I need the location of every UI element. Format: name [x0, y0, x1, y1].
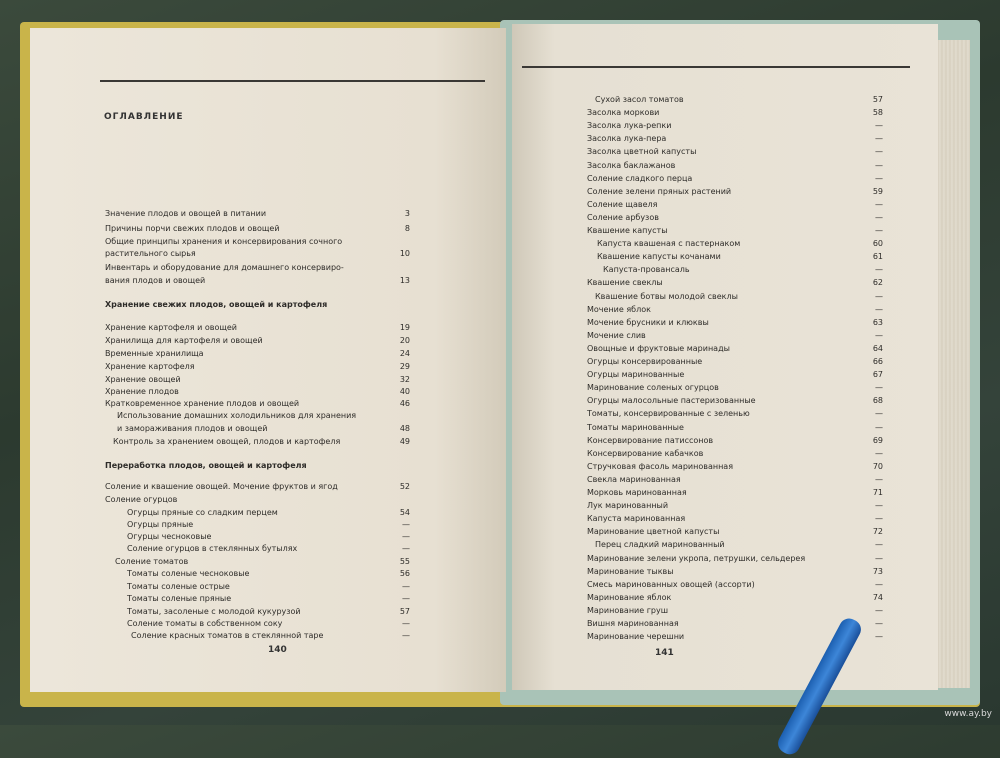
toc-entry-text: Соление красных томатов в стеклянной таре — [131, 631, 324, 640]
toc-entry — [587, 330, 883, 341]
toc-entry-page: 29 — [399, 362, 410, 371]
toc-entry-page: 56 — [399, 569, 410, 578]
right-page-number: 141 — [655, 648, 674, 658]
toc-entry — [127, 507, 410, 518]
toc-entry-page: 54 — [399, 508, 410, 517]
toc-entry-page: 59 — [872, 186, 883, 196]
toc-entry — [587, 343, 883, 354]
toc-entry — [105, 494, 410, 505]
toc-entry-page: — — [875, 448, 883, 458]
toc-entry-page: 46 — [399, 399, 410, 408]
toc-entry-page: — — [875, 501, 883, 511]
toc-entry-text: Огурцы пряные со сладким перцем — [127, 508, 278, 517]
toc-entry-text: Соление зелени пряных растений — [587, 186, 732, 196]
toc-entry-page: — — [875, 514, 883, 524]
toc-entry — [587, 448, 883, 459]
toc-entry-page: 71 — [872, 488, 883, 497]
toc-entry — [105, 348, 410, 359]
toc-entry — [105, 481, 410, 492]
toc-entry — [587, 107, 883, 118]
toc-entry — [105, 386, 410, 397]
toc-entry-text: Маринование зелени укропа, петрушки, сельдерея — [587, 553, 806, 563]
toc-entry-text: Соление щавеля — [587, 199, 658, 209]
toc-entry-text: Маринование тыквы — [587, 566, 674, 576]
toc-entry — [587, 225, 883, 236]
toc-entry-page: — — [875, 291, 883, 301]
toc-entry-page: 70 — [872, 461, 883, 471]
toc-entry-text: Контроль за хранением овощей, плодов и картофеля — [113, 437, 341, 446]
toc-entry-text: Инвентарь и оборудование для домашнего консервиро- — [105, 263, 344, 272]
toc-entry — [587, 199, 883, 210]
toc-entry-text: Соление сладкого перца — [587, 173, 693, 183]
toc-entry-text: Свекла маринованная — [587, 474, 681, 484]
toc-entry-text: Соление арбузов — [587, 212, 659, 222]
toc-entry-text: Огурцы чесноковые — [127, 532, 212, 541]
watermark: www.ay.by — [944, 709, 992, 719]
toc-entry-text: Огурцы пряные — [127, 520, 194, 529]
toc-entry-text: Маринование цветной капусты — [587, 527, 720, 537]
toc-entry-text: Соление огурцов — [105, 495, 178, 504]
toc-entry-page: 48 — [399, 424, 410, 433]
toc-entry-page: — — [875, 540, 883, 550]
left-page-number: 140 — [268, 645, 287, 655]
toc-entry-page: — — [402, 544, 410, 553]
toc-entry-text: Лук маринованный — [587, 501, 669, 511]
toc-entry — [595, 94, 883, 105]
toc-entry-text: Мочение яблок — [587, 304, 651, 314]
toc-entry — [131, 630, 410, 641]
toc-entry-page: — — [875, 632, 883, 642]
toc-entry-text: Квашение свеклы — [587, 278, 663, 288]
toc-entry-page: — — [402, 582, 410, 591]
toc-entry — [587, 395, 883, 406]
toc-entry-page: 24 — [399, 349, 410, 358]
toc-entry-page: — — [875, 212, 883, 222]
toc-section-title: Хранение свежих плодов, овощей и картофеля — [105, 300, 328, 309]
toc-entry-text: Томаты маринованные — [587, 422, 684, 432]
toc-entry-page: 68 — [872, 396, 883, 406]
toc-entry-page: 20 — [399, 336, 410, 345]
toc-entry-page: 57 — [872, 95, 883, 104]
toc-entry — [587, 277, 883, 288]
toc-entry-text: Засолка цветной капусты — [587, 147, 697, 157]
toc-section-title: Переработка плодов, овощей и картофеля — [105, 461, 307, 470]
toc-entry-page: 74 — [872, 592, 883, 602]
toc-entry-page: 40 — [399, 387, 410, 396]
toc-entry — [105, 361, 410, 372]
toc-entry-text: и замораживания плодов и овощей — [117, 424, 268, 433]
toc-entry — [587, 369, 883, 380]
toc-entry — [587, 579, 883, 590]
toc-entry-text: Засолка лука-репки — [587, 121, 672, 131]
toc-entry — [115, 556, 410, 567]
toc-entry-text: Маринование груш — [587, 605, 669, 615]
toc-entry-page: 58 — [872, 108, 883, 118]
page-edges — [936, 40, 970, 688]
toc-entry-text: растительного сырья — [105, 249, 196, 258]
toc-entry-text: Томаты, засоленые с молодой кукурузой — [127, 607, 301, 616]
toc-entry-text: Смесь маринованных овощей (ассорти) — [587, 579, 755, 589]
toc-entry-text: Вишня маринованная — [587, 619, 679, 628]
toc-entry-text: Засолка баклажанов — [587, 160, 676, 170]
toc-entry-text: Маринование яблок — [587, 592, 672, 602]
toc-entry — [597, 238, 883, 249]
toc-entry-text: Морковь маринованная — [587, 488, 687, 497]
toc-entry-page: — — [402, 532, 410, 541]
toc-entry-text: Квашение капусты кочанами — [597, 252, 721, 262]
toc-entry-page: — — [875, 199, 883, 209]
toc-entry-page: 64 — [872, 343, 883, 353]
toc-entry-page: 49 — [399, 437, 410, 446]
toc-entry-page: — — [875, 265, 883, 275]
toc-entry-page: 61 — [872, 252, 883, 262]
toc-entry-page: 62 — [872, 278, 883, 288]
toc-entry-page: — — [875, 553, 883, 563]
toc-entry — [127, 581, 410, 592]
toc-entry-text: Томаты, консервированные с зеленью — [587, 409, 750, 419]
toc-entry-page: 19 — [399, 323, 410, 332]
toc-entry-text: Консервирование патиссонов — [587, 435, 714, 445]
toc-entry-text: Соление томаты в собственном соку — [127, 619, 283, 628]
toc-entry-text: Томаты соленые чесноковые — [127, 569, 250, 578]
toc-entry-text: Консервирование кабачков — [587, 448, 704, 458]
toc-entry — [127, 531, 410, 542]
toc-entry — [127, 618, 410, 629]
toc-entry — [587, 160, 883, 171]
toc-entry-text: Использование домашних холодильников для хранения — [117, 411, 357, 420]
toc-entry-page: 32 — [399, 375, 410, 384]
toc-entry — [127, 519, 410, 530]
toc-entry-page: — — [875, 330, 883, 340]
toc-entry-text: Засолка лука-пера — [587, 134, 667, 144]
toc-entry-text: Причины порчи свежих плодов и овощей — [105, 224, 280, 233]
toc-entry-text: Квашение капусты — [587, 226, 668, 235]
toc-entry — [587, 356, 883, 367]
toc-entry — [105, 223, 410, 234]
toc-entry — [105, 208, 410, 219]
toc-entry-text: Засолка моркови — [587, 108, 660, 118]
toc-entry-page: 55 — [399, 557, 410, 566]
toc-entry-text: Маринование черешни — [587, 632, 685, 642]
toc-entry-page: — — [875, 173, 883, 183]
toc-entry — [587, 500, 883, 511]
toc-title: ОГЛАВЛЕНИЕ — [104, 112, 184, 122]
toc-entry — [595, 539, 883, 550]
left-header-rule — [100, 80, 485, 82]
toc-entry-text: Огурцы малосольные пастеризованные — [587, 396, 756, 406]
toc-entry — [587, 526, 883, 537]
right-header-rule — [522, 66, 910, 68]
toc-entry-text: Кратковременное хранение плодов и овощей — [105, 399, 300, 408]
toc-entry-page: — — [402, 619, 410, 628]
toc-entry-text: Соление и квашение овощей. Мочение фруктов и ягод — [105, 482, 338, 491]
toc-entry-page: 66 — [872, 357, 883, 366]
toc-entry-page: 57 — [399, 607, 410, 616]
toc-entry-text: Хранение картофеля — [105, 362, 195, 371]
toc-entry-page: — — [875, 134, 883, 144]
toc-entry — [597, 251, 883, 262]
toc-entry-page: 60 — [872, 239, 883, 249]
toc-entry-text: Квашение ботвы молодой свеклы — [595, 291, 738, 301]
toc-entry — [587, 120, 883, 131]
toc-entry — [587, 408, 883, 419]
toc-entry — [587, 317, 883, 328]
toc-entry — [127, 606, 410, 617]
toc-entry-text: Соление томатов — [115, 557, 189, 566]
toc-entry-page: — — [875, 121, 883, 131]
toc-entry-text: Мочение брусники и клюквы — [587, 317, 709, 327]
toc-entry — [587, 212, 883, 223]
toc-entry-text: Огурцы консервированные — [587, 357, 703, 366]
toc-entry-text: Хранение овощей — [105, 375, 181, 384]
toc-entry-text: Огурцы маринованные — [587, 370, 685, 380]
toc-entry-page: 10 — [399, 249, 410, 258]
toc-entry-text: Хранилища для картофеля и овощей — [105, 336, 263, 345]
toc-entry-page: 72 — [872, 527, 883, 537]
toc-entry-text: вания плодов и овощей — [105, 276, 206, 285]
toc-entry — [117, 410, 410, 421]
toc-entry-page: — — [875, 304, 883, 314]
toc-entry-page: — — [875, 160, 883, 170]
toc-entry-page: 3 — [404, 209, 410, 218]
toc-entry — [127, 593, 410, 604]
toc-entry — [105, 398, 410, 409]
toc-entry-page: — — [875, 409, 883, 419]
toc-entry-page: 8 — [404, 224, 410, 233]
toc-entry-text: Соление огурцов в стеклянных бутылях — [127, 544, 298, 553]
toc-entry — [105, 374, 410, 385]
toc-entry — [587, 435, 883, 446]
toc-entry-text: Значение плодов и овощей в питании — [105, 209, 267, 218]
toc-entry — [105, 248, 410, 259]
toc-entry — [105, 322, 410, 333]
toc-entry — [587, 186, 883, 197]
toc-entry — [587, 422, 883, 433]
toc-entry — [603, 264, 883, 275]
toc-entry — [587, 382, 883, 393]
toc-entry — [105, 275, 410, 286]
toc-entry-page: — — [402, 520, 410, 529]
toc-entry — [127, 568, 410, 579]
toc-entry-text: Капуста маринованная — [587, 514, 686, 524]
toc-entry-text: Стручковая фасоль маринованная — [587, 461, 734, 471]
toc-entry — [113, 436, 410, 447]
toc-entry-text: Временные хранилища — [105, 349, 204, 358]
toc-entry-page: 67 — [872, 370, 883, 380]
toc-entry — [587, 592, 883, 603]
toc-entry-page: — — [875, 383, 883, 393]
toc-entry-text: Маринование соленых огурцов — [587, 383, 719, 393]
toc-entry — [105, 236, 410, 247]
toc-entry-page: — — [875, 605, 883, 615]
toc-entry — [587, 173, 883, 184]
toc-entry-text: Сухой засол томатов — [595, 95, 684, 104]
toc-entry — [587, 605, 883, 616]
toc-entry-page: — — [875, 147, 883, 157]
toc-entry-page: — — [402, 631, 410, 640]
toc-entry-page: 73 — [872, 566, 883, 576]
toc-entry-text: Капуста-провансаль — [603, 265, 690, 275]
toc-entry — [587, 553, 883, 564]
toc-entry — [105, 335, 410, 346]
toc-entry-page: 13 — [399, 276, 410, 285]
toc-entry-page: — — [875, 579, 883, 589]
toc-entry-text: Капуста квашеная с пастернаком — [597, 239, 741, 249]
toc-entry — [587, 304, 883, 315]
toc-entry — [587, 146, 883, 157]
toc-entry-page: — — [875, 226, 883, 235]
toc-entry-page: — — [875, 422, 883, 432]
toc-entry-page: 52 — [399, 482, 410, 491]
toc-entry-page: 69 — [872, 435, 883, 445]
toc-entry — [587, 461, 883, 472]
toc-entry-text: Хранение картофеля и овощей — [105, 323, 238, 332]
toc-entry — [587, 566, 883, 577]
toc-entry-page: 63 — [872, 317, 883, 327]
toc-entry — [587, 513, 883, 524]
toc-entry-page: — — [875, 619, 883, 628]
toc-entry — [587, 133, 883, 144]
toc-entry-text: Томаты соленые пряные — [127, 594, 232, 603]
toc-entry-text: Общие принципы хранения и консервирования сочного — [105, 237, 343, 246]
toc-entry-text: Томаты соленые острые — [127, 582, 230, 591]
toc-entry — [587, 487, 883, 498]
toc-entry — [127, 543, 410, 554]
toc-entry-text: Перец сладкий маринованный — [595, 540, 725, 550]
toc-entry-page: — — [402, 594, 410, 603]
toc-entry — [117, 423, 410, 434]
toc-entry-text: Хранение плодов — [105, 387, 179, 396]
toc-entry — [587, 474, 883, 485]
toc-entry-page: — — [875, 474, 883, 484]
toc-entry — [105, 262, 410, 273]
toc-entry-text: Мочение слив — [587, 330, 646, 340]
toc-entry — [595, 291, 883, 302]
toc-entry-text: Овощные и фруктовые маринады — [587, 343, 730, 353]
